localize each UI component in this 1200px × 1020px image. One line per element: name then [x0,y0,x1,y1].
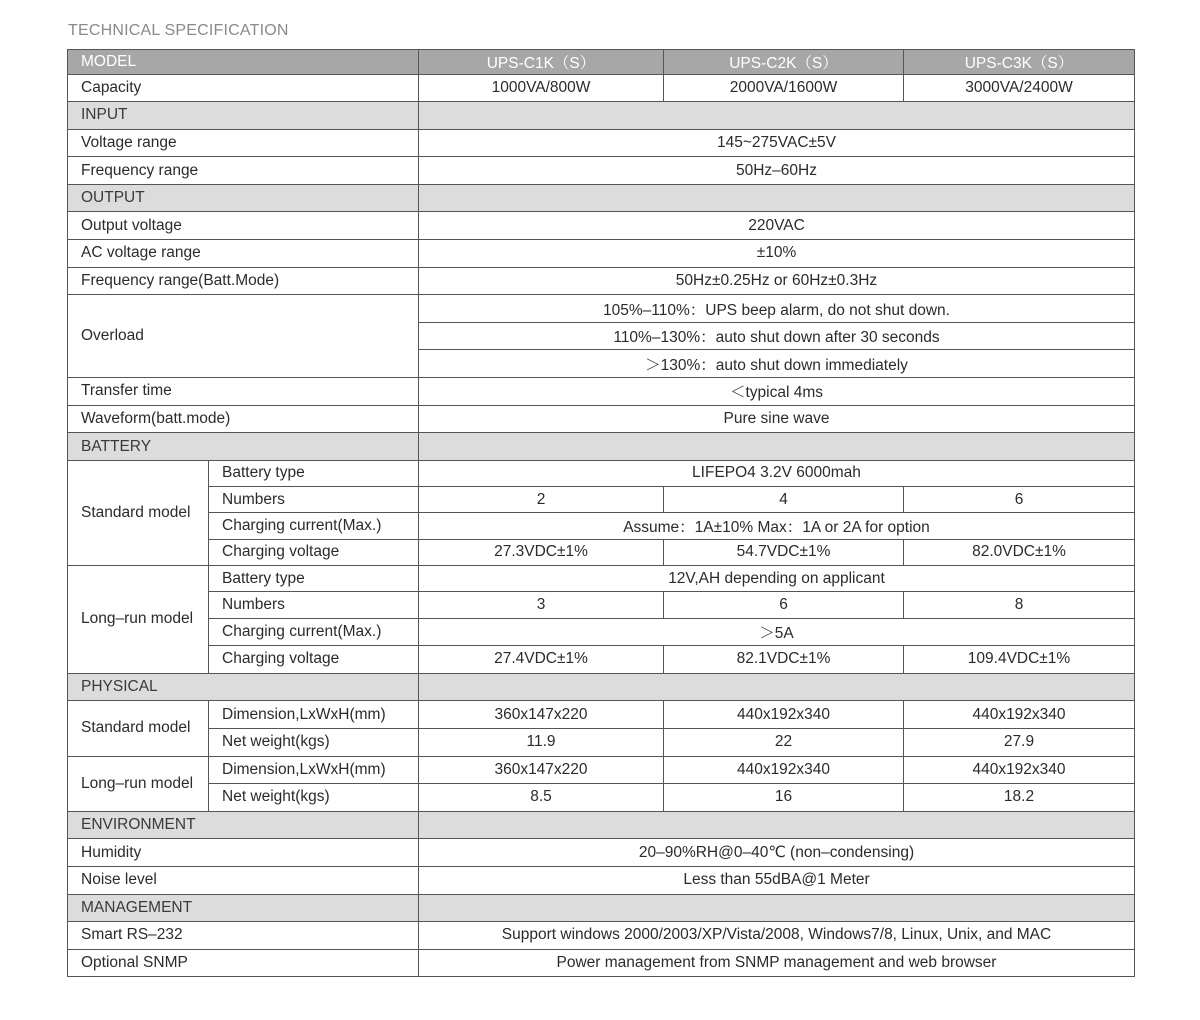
numbers-c2k: 6 [664,592,904,618]
charging-current-value: Assume：1A±10% Max：1A or 2A for option [419,513,1135,539]
table-header-row [68,50,1135,75]
voltage-range-value: 145~275VAC±5V [419,129,1135,157]
table-row [68,74,1135,102]
weight-c1k: 11.9 [419,728,664,756]
table-row [68,646,1135,674]
battery-type-label: Battery type [209,566,419,592]
section-row [68,811,1135,839]
rs232-label: Smart RS–232 [68,922,419,950]
waveform-label: Waveform(batt.mode) [68,405,419,433]
section-row [68,673,1135,701]
section-fill [419,184,1135,212]
weight-c2k: 22 [664,728,904,756]
model-header: MODEL [68,50,419,75]
noise-value: Less than 55dBA@1 Meter [419,866,1135,894]
model-c1k: UPS-C1K（S） [419,50,664,75]
table-row [68,295,1135,323]
numbers-label: Numbers [209,487,419,513]
table-row [68,212,1135,240]
charging-voltage-label: Charging voltage [209,646,419,674]
table-row [68,866,1135,894]
physical-standard-label: Standard model [68,701,209,756]
table-row [68,267,1135,295]
capacity-c1k: 1000VA/800W [419,74,664,102]
waveform-value: Pure sine wave [419,405,1135,433]
table-row [68,949,1135,977]
snmp-label: Optional SNMP [68,949,419,977]
battery-standard-label: Standard model [68,460,209,565]
section-row [68,184,1135,212]
noise-label: Noise level [68,866,419,894]
table-row [68,566,1135,592]
humidity-label: Humidity [68,839,419,867]
frequency-range-label: Frequency range [68,157,419,185]
weight-c1k: 8.5 [419,784,664,812]
humidity-value: 20–90%RH@0–40℃ (non–condensing) [419,839,1135,867]
weight-label: Net weight(kgs) [209,728,419,756]
capacity-c2k: 2000VA/1600W [664,74,904,102]
output-voltage-value: 220VAC [419,212,1135,240]
charging-voltage-c2k: 82.1VDC±1% [664,646,904,674]
table-row [68,513,1135,539]
table-row [68,592,1135,618]
charging-current-label: Charging current(Max.) [209,513,419,539]
table-row [68,460,1135,486]
charging-voltage-c3k: 82.0VDC±1% [904,539,1135,565]
numbers-label: Numbers [209,592,419,618]
table-row [68,756,1135,784]
dimension-c2k: 440x192x340 [664,756,904,784]
charging-voltage-c1k: 27.4VDC±1% [419,646,664,674]
weight-c3k: 27.9 [904,728,1135,756]
overload-value-2: 110%–130%：auto shut down after 30 seconds [419,322,1135,350]
frequency-batt-value: 50Hz±0.25Hz or 60Hz±0.3Hz [419,267,1135,295]
section-fill [419,673,1135,701]
page-title: TECHNICAL SPECIFICATION [68,22,289,39]
weight-c2k: 16 [664,784,904,812]
section-fill [419,433,1135,461]
section-battery: BATTERY [68,433,419,461]
frequency-range-value: 50Hz–60Hz [419,157,1135,185]
table-row [68,728,1135,756]
output-voltage-label: Output voltage [68,212,419,240]
charging-voltage-c1k: 27.3VDC±1% [419,539,664,565]
battery-type-value: LIFEPO4 3.2V 6000mah [419,460,1135,486]
section-fill [419,894,1135,922]
ac-voltage-range-label: AC voltage range [68,240,419,268]
voltage-range-label: Voltage range [68,129,419,157]
section-input: INPUT [68,102,419,130]
numbers-c1k: 2 [419,487,664,513]
table-row [68,618,1135,646]
table-row [68,240,1135,268]
table-row [68,539,1135,565]
battery-type-value: 12V,AH depending on applicant [419,566,1135,592]
overload-value-3: ＞130%：auto shut down immediately [419,350,1135,378]
section-management: MANAGEMENT [68,894,419,922]
dimension-c1k: 360x147x220 [419,701,664,729]
table-row [68,922,1135,950]
section-physical: PHYSICAL [68,673,419,701]
table-row [68,405,1135,433]
numbers-c3k: 6 [904,487,1135,513]
model-c2k: UPS-C2K（S） [664,50,904,75]
transfer-time-label: Transfer time [68,378,419,406]
table-row [68,784,1135,812]
weight-c3k: 18.2 [904,784,1135,812]
frequency-batt-label: Frequency range(Batt.Mode) [68,267,419,295]
weight-label: Net weight(kgs) [209,784,419,812]
physical-longrun-label: Long–run model [68,756,209,811]
numbers-c2k: 4 [664,487,904,513]
capacity-c3k: 3000VA/2400W [904,74,1135,102]
transfer-time-value: ＜typical 4ms [419,378,1135,406]
ac-voltage-range-value: ±10% [419,240,1135,268]
section-row [68,433,1135,461]
section-environment: ENVIRONMENT [68,811,419,839]
charging-current-label: Charging current(Max.) [209,618,419,646]
battery-type-label: Battery type [209,460,419,486]
table-row [68,129,1135,157]
dimension-c2k: 440x192x340 [664,701,904,729]
section-output: OUTPUT [68,184,419,212]
overload-label: Overload [68,295,419,378]
charging-voltage-c2k: 54.7VDC±1% [664,539,904,565]
overload-value-1: 105%–110%：UPS beep alarm, do not shut down. [419,295,1135,323]
dimension-label: Dimension,LxWxH(mm) [209,701,419,729]
capacity-label: Capacity [68,74,419,102]
charging-voltage-label: Charging voltage [209,539,419,565]
dimension-c1k: 360x147x220 [419,756,664,784]
model-c3k: UPS-C3K（S） [904,50,1135,75]
section-fill [419,102,1135,130]
table-row [68,839,1135,867]
charging-voltage-c3k: 109.4VDC±1% [904,646,1135,674]
snmp-value: Power management from SNMP management and web browser [419,949,1135,977]
table-row [68,157,1135,185]
table-row [68,701,1135,729]
numbers-c3k: 8 [904,592,1135,618]
rs232-value: Support windows 2000/2003/XP/Vista/2008, Windows7/8, Linux, Unix, and MAC [419,922,1135,950]
numbers-c1k: 3 [419,592,664,618]
table-row [68,378,1135,406]
dimension-label: Dimension,LxWxH(mm) [209,756,419,784]
battery-longrun-label: Long–run model [68,566,209,674]
section-fill [419,811,1135,839]
section-row [68,102,1135,130]
dimension-c3k: 440x192x340 [904,756,1135,784]
table-row [68,487,1135,513]
charging-current-value: ＞5A [419,618,1135,646]
dimension-c3k: 440x192x340 [904,701,1135,729]
spec-table [67,49,1135,977]
section-row [68,894,1135,922]
